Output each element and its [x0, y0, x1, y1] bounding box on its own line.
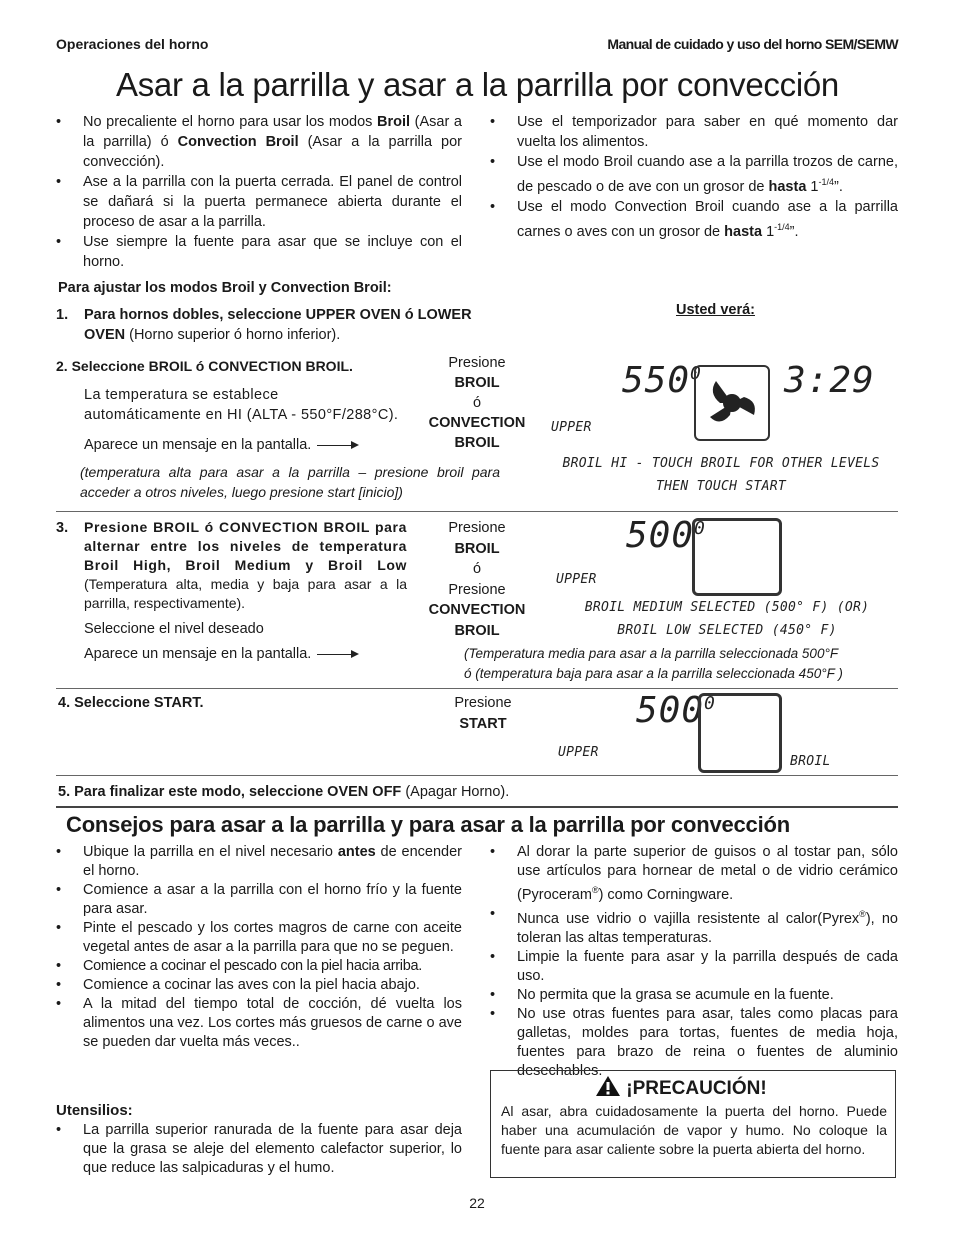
divider [56, 775, 898, 776]
step-3: 3. Presione BROIL ó CONVECTION BROIL para alternar entre los niveles de temperatura Broil High, Broil Medium y Broil Low (Temperatura alta, media y baja para asar a la parrilla, respectivamente). [56, 519, 407, 611]
list-item: • Use el modo Convection Broil cuando ase a la parrilla carnes o aves con un grosor de hasta $1^{-1/4}$”. [490, 197, 898, 242]
lcd-temperature: $500^0$ [626, 515, 706, 556]
tips-left-column [56, 843, 462, 1052]
list-item: • Comience a cocinar las aves con la piel hacia abajo. [56, 976, 462, 995]
step-4-heading: 4. Seleccione START. [58, 695, 204, 711]
list-item: • La parrilla superior ranurada de la fuente para asar deja que la grasa se aleje del elemento calefactor superior, lo que reduce las salpicaduras y el humo. [56, 1121, 462, 1178]
you-will-see-label: Usted verá: [676, 302, 755, 318]
step-2-note: (temperatura alta para asar a la parrilla – presione broil para acceder a otros niveles, luego presione start [inicio]) [80, 464, 500, 500]
list-item: • Pinte el pescado y los cortes magros de carne con aceite vegetal antes de asar a la parrilla para que no se peguen. [56, 919, 462, 957]
step-2-heading: 2. Seleccione BROIL ó CONVECTION BROIL. [56, 358, 353, 374]
caution-box [490, 1070, 896, 1178]
caution-title: ¡PRECAUCIÓN! [595, 1075, 767, 1100]
list-item: • No permita que la grasa se acumule en la fuente. [490, 986, 898, 1005]
lcd-temperature: $500^0$ [636, 690, 716, 731]
section-header: Operaciones del horno [56, 36, 209, 52]
broil-key: BROIL [454, 540, 500, 557]
list-item: • A la mitad del tiempo total de cocción, dé vuelta los alimentos una vez. Los cortes más gruesos de carne o ave se pueden dar vuelta más veces.. [56, 995, 462, 1052]
arrow-right-icon [317, 654, 357, 655]
step-3-select: Seleccione el nivel deseado [84, 621, 264, 637]
manual-header: Manual de cuidado y uso del horno SEM/SEMW [607, 36, 898, 52]
list-item: • Use siempre la fuente para asar que se incluye con el horno. [56, 232, 462, 272]
list-item: • Nunca use vidrio o vajilla resistente al calor(Pyrex®), no toleran las altas temperaturas. [490, 905, 898, 948]
lcd-oven-label: UPPER [556, 572, 597, 587]
lcd-message: BROIL HI - TOUCH BROIL FOR OTHER LEVELS THEN TOUCH START [562, 456, 880, 494]
step-2-message: Aparece un mensaje en la pantalla. [84, 435, 357, 455]
lcd-oven-label: UPPER [558, 745, 599, 760]
list-item: • Use el modo Broil cuando ase a la parrilla trozos de carne, de pescado o de ave con un grosor de hasta $1^{-1/4}$”. [490, 152, 898, 197]
lcd-oven-label: UPPER [551, 420, 592, 435]
list-item: • No use otras fuentes para asar, tales como placas para galletas, moldes para tortas, fuentes de media hoja, fuentes para brazo de reina o fuentes de aluminio desechables. [490, 1005, 898, 1081]
step-3-message: Aparece un mensaje en la pantalla. [84, 644, 357, 664]
broil-key: BROIL [454, 375, 500, 391]
list-item: • No precaliente el horno para usar los modos Broil (Asar a la parrilla) ó Convection Broil (Asar a la parrilla por convección). [56, 112, 462, 172]
step-1: 1. Para hornos dobles, seleccione UPPER OVEN ó LOWER OVEN (Horno superior ó horno inferior). [56, 307, 472, 343]
utensils-heading: Utensilios: [56, 1102, 133, 1119]
step-2-text: La temperatura se establece automáticamente en HI (ALTA - 550°F/288°C). [84, 387, 399, 423]
list-item: • Ase a la parrilla con la puerta cerrada. El panel de control se dañará si la puerta permanece abierta durante el proceso de asar a la parrilla. [56, 172, 462, 232]
step-2-keys: Presione BROIL ó CONVECTION BROIL [412, 353, 542, 453]
step-3-note: (Temperatura media para asar a la parrilla seleccionada 500°F ó (temperatura baja para asar a la parrilla seleccionada 450°F ) [464, 646, 843, 681]
list-item: • Ubique la parrilla en el nivel necesario antes de encender el horno. [56, 843, 462, 881]
step-3-keys: Presione BROIL ó Presione CONVECTION BROIL [412, 518, 542, 642]
intro-right-column [490, 112, 898, 242]
intro-left-column [56, 112, 462, 272]
page-title: Asar a la parrilla y asar a la parrilla por convección [116, 66, 839, 103]
divider [56, 806, 898, 808]
list-item: • Use el temporizador para saber en qué momento dar vuelta los alimentos. [490, 112, 898, 152]
list-item: • Comience a cocinar el pescado con la piel hacia arriba. [56, 957, 462, 976]
warning-icon [595, 1075, 621, 1097]
list-item: • Comience a asar a la parrilla con el horno frío y la fuente para asar. [56, 881, 462, 919]
step-5: 5. Para finalizar este modo, seleccione OVEN OFF (Apagar Horno). [58, 784, 510, 800]
start-key: START [459, 716, 507, 732]
step-4-keys: Presione START [418, 693, 548, 735]
list-item: • Limpie la fuente para asar y la parrilla después de cada uso. [490, 948, 898, 986]
lcd-clock: 3:29 [784, 360, 875, 401]
fan-icon [694, 365, 770, 441]
oven-window-icon [698, 693, 782, 773]
caution-text: Al asar, abra cuidadosamente la puerta del horno. Puede haber una acumulación de vapor y humo. No coloque la fuente para asar caliente sobre la puerta abierta del horno. [501, 1103, 887, 1157]
convection-key: CONVECTION [428, 602, 526, 619]
oven-window-icon [692, 518, 782, 596]
lcd-temperature: $550^0$ [622, 360, 702, 401]
page-number: 22 [469, 1195, 485, 1211]
utensils-list [56, 1121, 462, 1178]
divider [56, 688, 898, 689]
tips-right-column [490, 843, 898, 1081]
arrow-right-icon [317, 445, 357, 446]
list-item: • Al dorar la parte superior de guisos o al tostar pan, sólo use artículos para hornear de metal o de vidrio cerámico (Pyroceram®) como Corningware. [490, 843, 898, 905]
lcd-message: BROIL MEDIUM SELECTED (500° F) (OR) BROIL LOW SELECTED (450° F) [584, 600, 870, 638]
tips-title: Consejos para asar a la parrilla y para asar a la parrilla por convección [66, 812, 790, 837]
divider [56, 511, 898, 512]
adjust-heading: Para ajustar los modos Broil y Convection Broil: [58, 280, 392, 296]
convection-key: CONVECTION [428, 415, 526, 431]
lcd-mode: BROIL [790, 754, 831, 769]
